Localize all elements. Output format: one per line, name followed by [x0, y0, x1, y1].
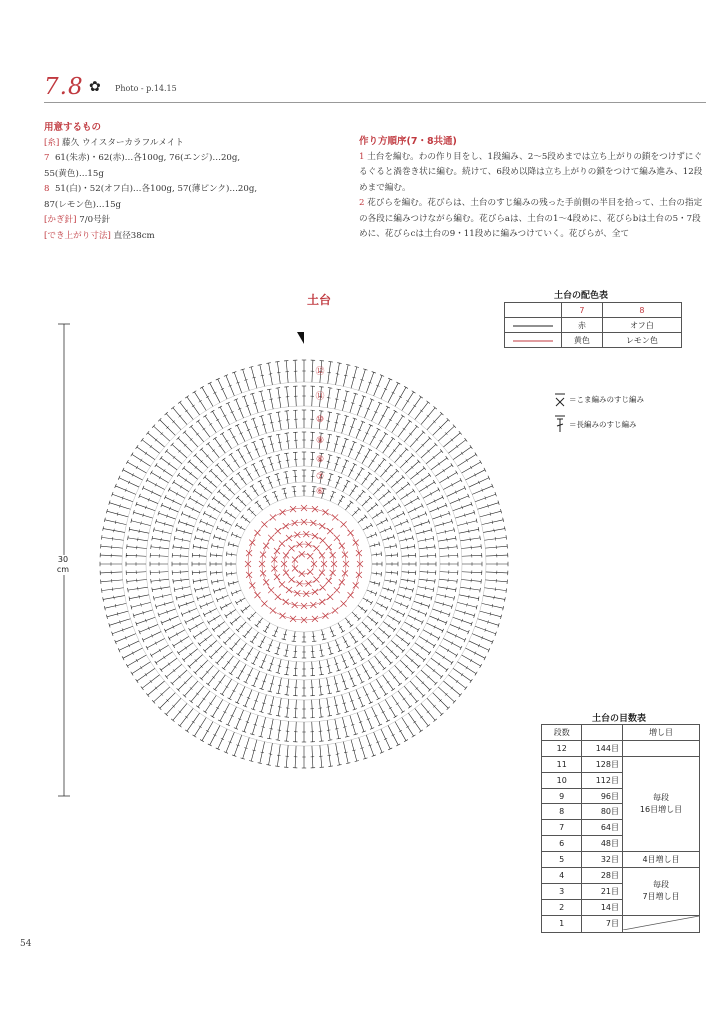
row-num: 2 — [542, 899, 582, 915]
header-increase: 増し目 — [623, 725, 700, 741]
row-label: ⑩ — [315, 415, 325, 425]
row-num: 3 — [542, 883, 582, 899]
color-table-title: 土台の配色表 — [554, 291, 609, 301]
increase-note-a: 毎段 16目増し目 — [623, 756, 700, 851]
row-label: ⑫ — [315, 367, 325, 377]
row-count: 112目 — [582, 772, 623, 788]
row-count: 80目 — [582, 804, 623, 820]
color-col-8: 8 — [602, 303, 681, 318]
row-count: 64目 — [582, 820, 623, 836]
row-num: 11 — [542, 756, 582, 772]
black-line-swatch — [513, 324, 553, 328]
sc-back-loop-icon — [553, 392, 567, 408]
instructions-heading: 作り方順序(7・8共通) — [359, 136, 457, 147]
legend-item-1: ＝こま編みのすじ編み — [569, 395, 644, 404]
photo-reference: Photo - p.14.15 — [115, 84, 177, 93]
color-table — [504, 302, 682, 348]
yarn-line: [糸] 藤久 ウイスターカラフルメイト — [44, 137, 184, 148]
row-num: 4 — [542, 868, 582, 884]
step-1: 1 土台を編む。わの作り目をし、1段編み、2～5段めまでは立ち上がりの鎖をつけずにぐるぐると渦巻き状に編む。続けて、6段め以降は立ち上がりの鎖をつけて編み進み、12段めまで編む。 — [359, 151, 703, 193]
red-line-swatch — [513, 339, 553, 343]
pattern-number: 7.8 — [44, 74, 84, 100]
hook-line: [かぎ針] 7/0号針 — [44, 215, 111, 225]
row-num: 1 — [542, 915, 582, 932]
diagram-title: 土台 — [306, 293, 331, 307]
row-num: 12 — [542, 740, 582, 756]
row-count: 96目 — [582, 788, 623, 804]
row-label: ⑪ — [315, 392, 325, 402]
row-num: 5 — [542, 852, 582, 868]
color-row1-c8: オフ白 — [602, 318, 681, 333]
size-line: [でき上がり寸法] 直径38cm — [44, 230, 155, 241]
row-num: 10 — [542, 772, 582, 788]
dc-back-loop-icon — [553, 414, 567, 434]
color-row2-c8: レモン色 — [602, 333, 681, 348]
step-2: 2 花びらを編む。花びらは、土台のすじ編みの残った手前側の半目を拾って、土台の指定の各段に編みつけながら編む。花びらaは、土台の1～4段めに、花びらbは土台の5・7段めに、花びらcは土台の9・11段めに編みつけていく。花びらが、全て — [359, 198, 703, 239]
materials-section — [44, 120, 344, 244]
item7-line2: 55(黄色)…15g — [44, 168, 104, 179]
row-count: 7目 — [582, 915, 623, 932]
materials-heading: 用意するもの — [44, 122, 102, 133]
row-num: 7 — [542, 820, 582, 836]
color-row2-c7: 黄色 — [562, 333, 603, 348]
row-num: 6 — [542, 836, 582, 852]
instructions-section — [359, 122, 709, 243]
stitch-table-title: 土台の目数表 — [592, 714, 647, 724]
row-count: 128目 — [582, 756, 623, 772]
row-label: ⑥ — [315, 487, 325, 497]
chart-stitches — [100, 360, 508, 768]
row-count: 14目 — [582, 899, 623, 915]
color-col-7: 7 — [562, 303, 603, 318]
color-row1-c7: 赤 — [562, 318, 603, 333]
row-num: 8 — [542, 804, 582, 820]
row-count: 48目 — [582, 836, 623, 852]
row-count: 32目 — [582, 852, 623, 868]
header-divider — [44, 102, 706, 103]
dimension-label: 30 cm — [50, 555, 76, 575]
item7-line1: 7 61(朱赤)・62(赤)…各100g, 76(エンジ)…20g, — [44, 153, 241, 163]
row-num: 9 — [542, 788, 582, 804]
increase-note-c: 毎段 7目増し目 — [623, 868, 700, 916]
item8-line2: 87(レモン色)…15g — [44, 199, 122, 210]
item8-line1: 8 51(白)・52(オフ白)…各100g, 57(薄ピンク)…20g, — [44, 184, 258, 194]
increase-note-b: 4目増し目 — [623, 852, 700, 868]
crochet-chart — [70, 324, 540, 804]
row-label: ⑨ — [315, 436, 325, 446]
row-count: 28目 — [582, 868, 623, 884]
chart-row-labels — [315, 366, 324, 497]
header-rows: 段数 — [542, 725, 582, 741]
legend-item-2: ＝長編みのすじ編み — [569, 420, 637, 429]
flower-icon: ✿ — [89, 79, 101, 95]
page-number: 54 — [20, 939, 32, 949]
row-count: 21目 — [582, 883, 623, 899]
row-label: ⑧ — [315, 455, 325, 465]
empty-diagonal-cell — [623, 915, 700, 932]
row-count: 144目 — [582, 740, 623, 756]
stitch-count-table — [541, 724, 700, 933]
start-arrow-icon — [297, 332, 304, 344]
row-label: ⑦ — [315, 472, 325, 482]
